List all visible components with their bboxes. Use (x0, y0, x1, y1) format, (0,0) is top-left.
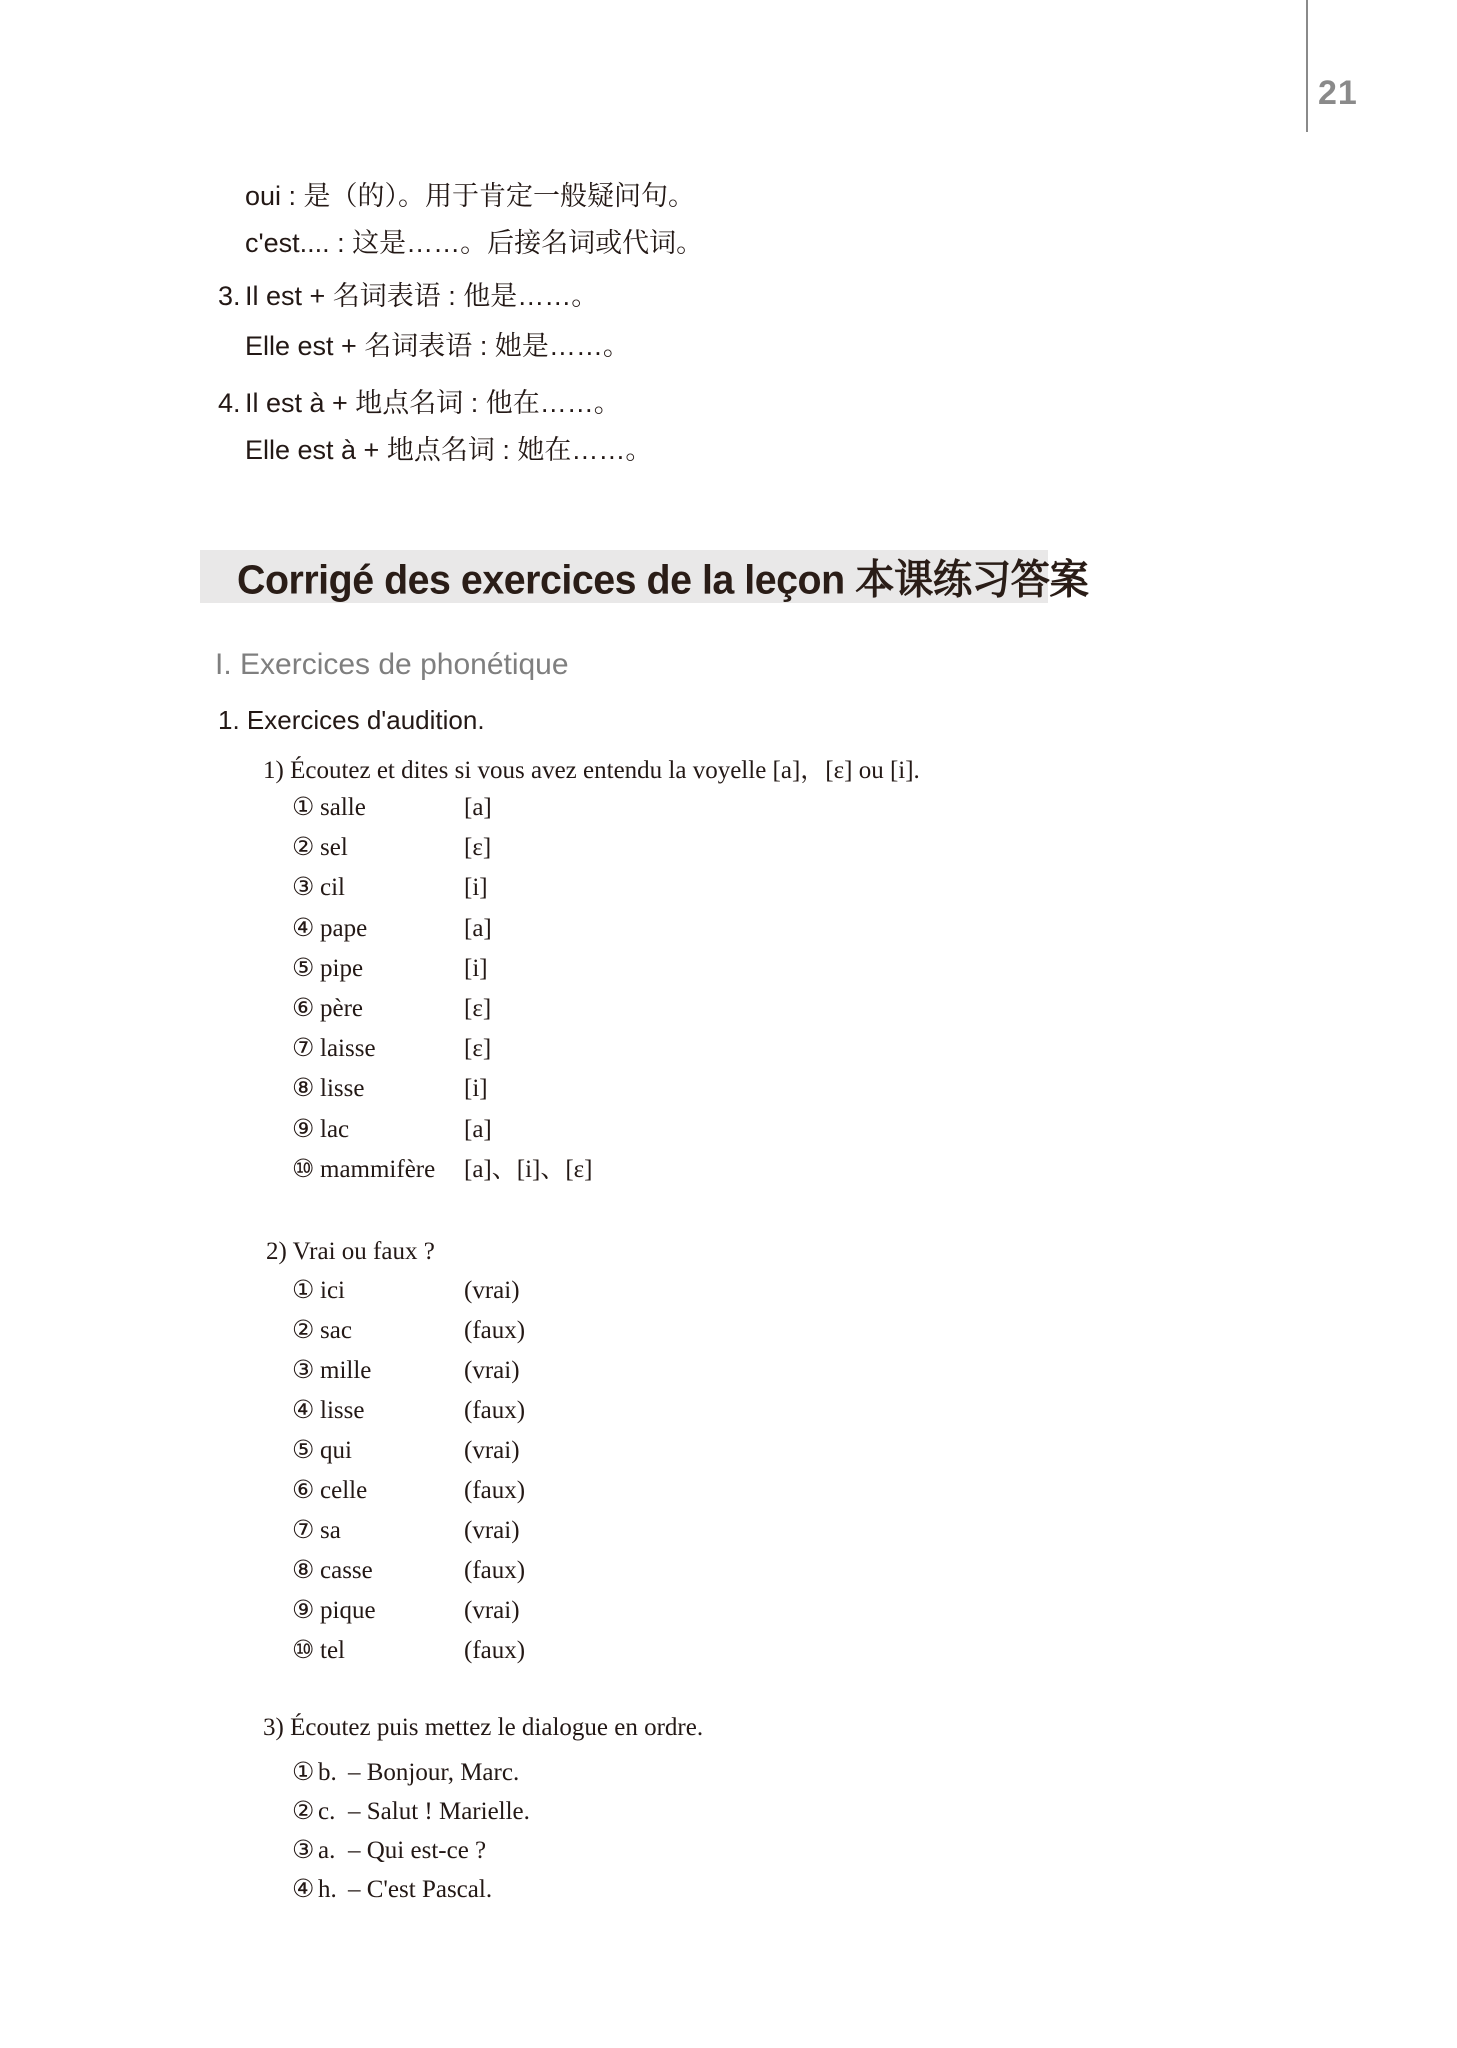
item-circled-number: ② (292, 1798, 315, 1825)
item-dialogue-line: – Salut ! Marielle. (348, 1798, 530, 1825)
exercise-1-heading: 1) Écoutez et dites si vous avez entendu la voyelle [a]，[ɛ] ou [i]. (263, 757, 920, 784)
exercise-3-item (292, 1870, 932, 1909)
exercise-2-item (292, 1271, 932, 1311)
item-circled-number: ③ (292, 874, 315, 902)
exercise-1-item (292, 868, 932, 908)
item-word: sac (320, 1317, 352, 1344)
section-heading-phonetique: I. Exercices de phonétique (215, 648, 569, 681)
item-circled-number: ⑥ (292, 994, 315, 1022)
exercise-2-item (292, 1511, 932, 1551)
item-answer: [i] (464, 874, 488, 902)
exercise-2-item (292, 1351, 932, 1391)
exercise-1-item (292, 1110, 932, 1150)
exercise-2-item (292, 1471, 932, 1511)
item-answer: (vrai) (464, 1277, 520, 1304)
exercise-2-item (292, 1631, 932, 1671)
item-circled-number: ⑩ (292, 1637, 315, 1664)
note-line (218, 434, 652, 466)
item-circled-number: ① (292, 794, 315, 821)
note-marker: 4. (218, 388, 241, 418)
item-word: mille (320, 1357, 372, 1384)
exercise-1-list (292, 788, 932, 1190)
item-word: celle (320, 1477, 368, 1504)
item-word: lisse (320, 1397, 365, 1424)
exercise-2-item (292, 1431, 932, 1471)
item-circled-number: ⑥ (292, 1477, 315, 1504)
item-letter: c. (318, 1798, 336, 1825)
item-word: laisse (320, 1035, 376, 1063)
exercise-1-item (292, 1029, 932, 1069)
note-text: Il est à + 地点名词 : 他在……。 (245, 388, 621, 418)
item-word: cil (320, 874, 345, 902)
item-answer: [a]、[i]、[ɛ] (464, 1155, 593, 1183)
item-circled-number: ⑨ (292, 1115, 315, 1143)
item-answer: (faux) (464, 1637, 526, 1664)
note-text: oui : 是（的）。用于肯定一般疑问句。 (245, 181, 696, 211)
exercise-3-item (292, 1831, 932, 1870)
item-word: qui (320, 1437, 352, 1464)
item-circled-number: ② (292, 834, 315, 862)
exercise-1-item (292, 949, 932, 989)
item-answer: [a] (464, 914, 492, 942)
note-text: c'est.... : 这是……。后接名词或代词。 (245, 228, 704, 258)
note-line (218, 180, 695, 212)
note-line (218, 280, 598, 312)
item-circled-number: ⑤ (292, 954, 315, 982)
exercise-3-item (292, 1792, 932, 1831)
header-rule (1306, 0, 1308, 132)
item-word: père (320, 994, 364, 1022)
item-circled-number: ① (292, 1277, 315, 1304)
item-answer: [i] (464, 1075, 488, 1103)
item-answer: (faux) (464, 1317, 526, 1344)
item-answer: (vrai) (464, 1517, 520, 1544)
exercise-1-item (292, 1150, 932, 1190)
item-circled-number: ⑦ (292, 1517, 315, 1544)
item-circled-number: ④ (292, 1397, 315, 1424)
exercise-3-item (292, 1753, 932, 1792)
item-letter: a. (318, 1837, 336, 1864)
item-answer: [i] (464, 954, 488, 982)
item-word: mammifère (320, 1155, 436, 1183)
item-circled-number: ③ (292, 1357, 315, 1384)
exercise-1-item (292, 909, 932, 949)
item-word: salle (320, 794, 366, 821)
exercise-2-item (292, 1311, 932, 1351)
exercise-3-list (292, 1753, 932, 1909)
item-answer: [ɛ] (464, 994, 492, 1022)
exercise-3-heading: 3) Écoutez puis mettez le dialogue en ordre. (263, 1714, 704, 1741)
lesson-answers-banner (200, 550, 1089, 603)
item-answer: [ɛ] (464, 1035, 492, 1063)
note-marker (218, 180, 245, 212)
item-word: pape (320, 914, 368, 942)
item-word: lisse (320, 1075, 365, 1103)
item-word: pique (320, 1597, 376, 1624)
item-circled-number: ④ (292, 1876, 315, 1903)
item-answer: [a] (464, 794, 492, 821)
item-circled-number: ② (292, 1317, 315, 1344)
note-text: Elle est à + 地点名词 : 她在……。 (245, 435, 653, 465)
item-answer: (vrai) (464, 1597, 520, 1624)
item-answer: (faux) (464, 1397, 526, 1424)
page-number: 21 (1318, 74, 1358, 112)
item-answer: (vrai) (464, 1357, 520, 1384)
note-line (218, 387, 621, 419)
item-answer: [a] (464, 1115, 492, 1143)
note-marker: 3. (218, 281, 241, 311)
item-circled-number: ⑧ (292, 1075, 315, 1103)
item-word: tel (320, 1637, 345, 1664)
item-word: sel (320, 834, 348, 862)
item-circled-number: ① (292, 1759, 315, 1786)
item-circled-number: ⑩ (292, 1155, 315, 1183)
item-circled-number: ⑨ (292, 1597, 315, 1624)
note-marker (218, 227, 245, 259)
item-answer: (vrai) (464, 1437, 520, 1464)
exercise-1-item (292, 989, 932, 1029)
exercise-2-heading: 2) Vrai ou faux ? (266, 1238, 435, 1265)
exercise-1-item (292, 1069, 932, 1109)
item-word: lac (320, 1115, 350, 1143)
exercise-2-item (292, 1391, 932, 1431)
item-letter: h. (318, 1876, 337, 1903)
item-answer: (faux) (464, 1477, 526, 1504)
item-circled-number: ③ (292, 1837, 315, 1864)
note-line (218, 330, 630, 362)
item-dialogue-line: – Qui est-ce ? (348, 1837, 487, 1864)
note-marker (218, 330, 245, 362)
banner-title: Corrigé des exercices de la leçon 本课练习答案 (237, 555, 1089, 602)
exercise-2-item (292, 1551, 932, 1591)
item-answer: (faux) (464, 1557, 526, 1584)
item-dialogue-line: – Bonjour, Marc. (348, 1759, 520, 1786)
item-circled-number: ④ (292, 914, 315, 942)
item-word: pipe (320, 954, 364, 982)
item-answer: [ɛ] (464, 834, 492, 862)
subsection-heading-audition: 1. Exercices d'audition. (218, 705, 485, 735)
note-marker (218, 434, 245, 466)
exercise-1-item (292, 828, 932, 868)
item-word: casse (320, 1557, 373, 1584)
exercise-2-list (292, 1271, 932, 1671)
item-circled-number: ⑤ (292, 1437, 315, 1464)
item-word: ici (320, 1277, 345, 1304)
exercise-2-item (292, 1591, 932, 1631)
note-line (218, 227, 703, 259)
item-word: sa (320, 1517, 341, 1544)
item-circled-number: ⑧ (292, 1557, 315, 1584)
item-dialogue-line: – C'est Pascal. (348, 1876, 493, 1903)
exercise-1-item (292, 788, 932, 828)
note-text: Elle est + 名词表语 : 她是……。 (245, 331, 630, 361)
note-text: Il est + 名词表语 : 他是……。 (245, 281, 599, 311)
item-circled-number: ⑦ (292, 1035, 315, 1063)
item-letter: b. (318, 1759, 337, 1786)
